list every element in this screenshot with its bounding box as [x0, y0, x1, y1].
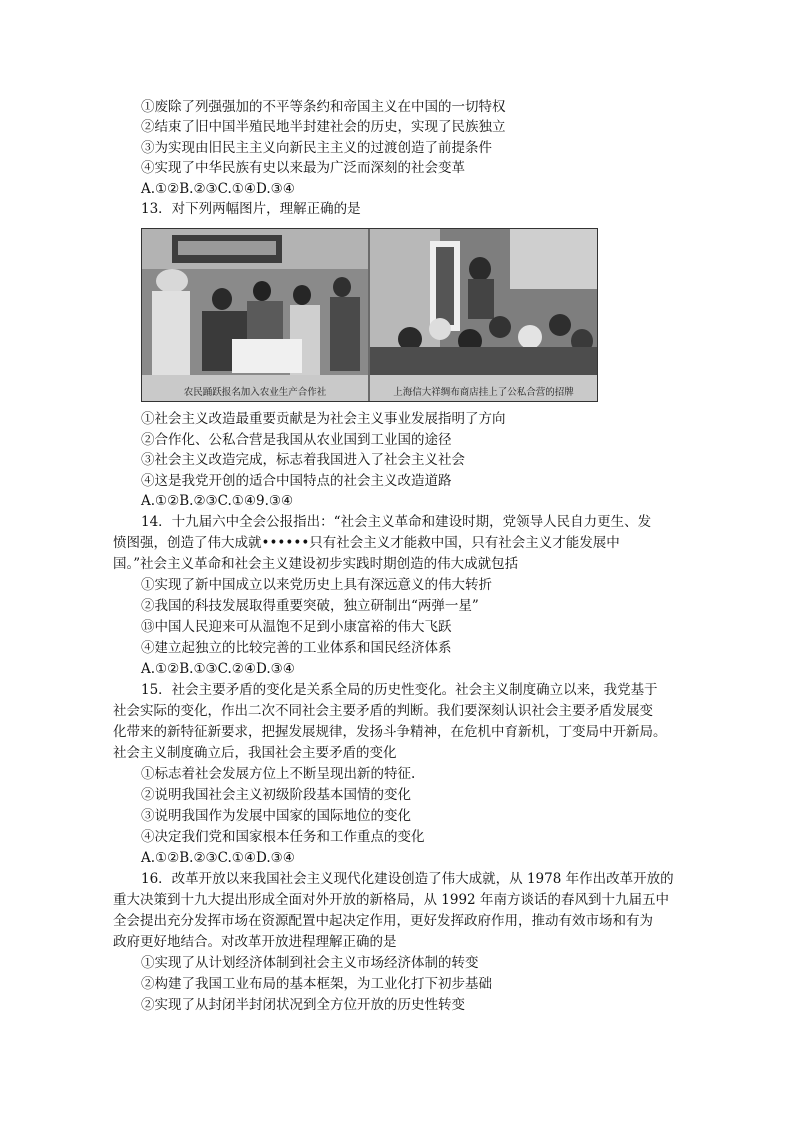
q16-option-3: ②实现了从封闭半封闭状况到全方位开放的历史性转变	[141, 997, 465, 1013]
photo-store-image	[370, 229, 597, 401]
q15-stem-line-4: 社会主义制度确立后，我国社会主要矛盾的变化	[113, 745, 397, 761]
photo-shanghai-store	[370, 229, 597, 401]
q16-option-1: ①实现了从计划经济体制到社会主义市场经济体制的转变	[141, 955, 479, 971]
q15-option-2: ②说明我国社会主义初级阶段基本国情的变化	[141, 787, 411, 803]
q15-stem-line-1: 15．社会主要矛盾的变化是关系全局的历史性变化。社会主义制度确立以来，我党基于	[141, 682, 658, 698]
q13-option-3: ③社会主义改造完成，标志着我国进入了社会主义社会	[141, 452, 465, 468]
q15-stem-line-2: 社会实际的变化，作出二次不同社会主要矛盾的判断。我们要深刻认识社会主要矛盾发展变	[113, 703, 653, 719]
q16-option-2: ②构建了我国工业布局的基本框架，为工业化打下初步基础	[141, 976, 492, 992]
q12-choices: A.①②B.②③C.①④D.③④	[141, 181, 295, 197]
right-photo-caption: 上海信大祥绸布商店挂上了公私合营的招牌	[393, 387, 574, 398]
q14-stem-line-1: 14．十九届六中全会公报指出：“社会主义革命和建设时期，党领导人民自力更生、发	[141, 514, 652, 530]
q15-choices: A.①②B.②③C.①④D.③④	[141, 850, 295, 866]
q15-stem-line-3: 化带来的新特征新要求，把握发展规律，发扬斗争精神，在危机中育新机，丁变局中开新局。	[113, 724, 667, 740]
q13-option-1: ①社会主义改造最重要贡献是为社会主义事业发展指明了方向	[141, 411, 506, 427]
photo-peasants-cooperative	[142, 229, 368, 401]
q13-choices: A.①②B.②③C.①④9.③④	[141, 493, 294, 509]
q13-option-4: ④这是我党开创的适合中国特点的社会主义改造道路	[141, 473, 452, 489]
q14-option-4: ④建立起独立的比较完善的工业体系和国民经济体系	[141, 640, 452, 656]
left-photo-caption: 农民踊跃报名加入农业生产合作社	[183, 387, 327, 398]
q12-option-1: ①废除了列强强加的不平等条约和帝国主义在中国的一切特权	[141, 99, 506, 115]
q14-stem-line-2: 愤图强，创造了伟大成就••••••只有社会主义才能救中国，只有社会主义才能发展中	[113, 535, 620, 551]
q16-stem-line-4: 政府更好地结合。对改革开放进程理解正确的是	[113, 934, 397, 950]
q16-stem-line-2: 重大决策到十九大提出形成全面对外开放的新格局，从 1992 年南方谈话的春风到十九届五中	[113, 892, 669, 908]
q12-option-4: ④实现了中华民族有史以来最为广泛而深刻的社会变革	[141, 160, 465, 176]
q13-option-2: ②合作化、公私合营是我国从农业国到工业国的途径	[141, 432, 452, 448]
photo-peasants-image	[142, 229, 368, 401]
q14-stem-line-3: 国。”社会主义革命和社会主义建设初步实践时期创造的伟大成就包括	[113, 556, 519, 572]
q16-stem-line-1: 16．改革开放以来我国社会主义现代化建设创造了伟大成就，从 1978 年作出改革开放的	[141, 871, 674, 887]
q13-stem: 13．对下列两幅图片，理解正确的是	[141, 201, 361, 217]
q14-option-1: ①实现了新中国成立以来党历史上具有深远意义的伟大转折	[141, 577, 492, 593]
q14-choices: A.①②B.①③C.②④D.③④	[141, 661, 295, 677]
q14-option-2: ②我国的科技发展取得重要突破，独立研制出“两弹一星”	[141, 598, 479, 614]
q15-option-4: ④决定我们党和国家根本任务和工作重点的变化	[141, 829, 425, 845]
q13-photo-pair	[141, 228, 598, 402]
q15-option-3: ③说明我国作为发展中国家的国际地位的变化	[141, 808, 411, 824]
q12-option-3: ③为实现由旧民主主义向新民主主义的过渡创造了前提条件	[141, 140, 492, 156]
q16-stem-line-3: 全会提出充分发挥市场在资源配置中起决定作用，更好发挥政府作用，推动有效市场和有为	[113, 913, 653, 929]
q14-option-3: ⑬中国人民迎来可从温饱不足到小康富裕的伟大飞跃	[141, 619, 452, 635]
q12-option-2: ②结束了旧中国半殖民地半封建社会的历史，实现了民族独立	[141, 119, 506, 135]
q15-option-1: ①标志着社会发展方位上不断呈现出新的特征.	[141, 766, 416, 782]
